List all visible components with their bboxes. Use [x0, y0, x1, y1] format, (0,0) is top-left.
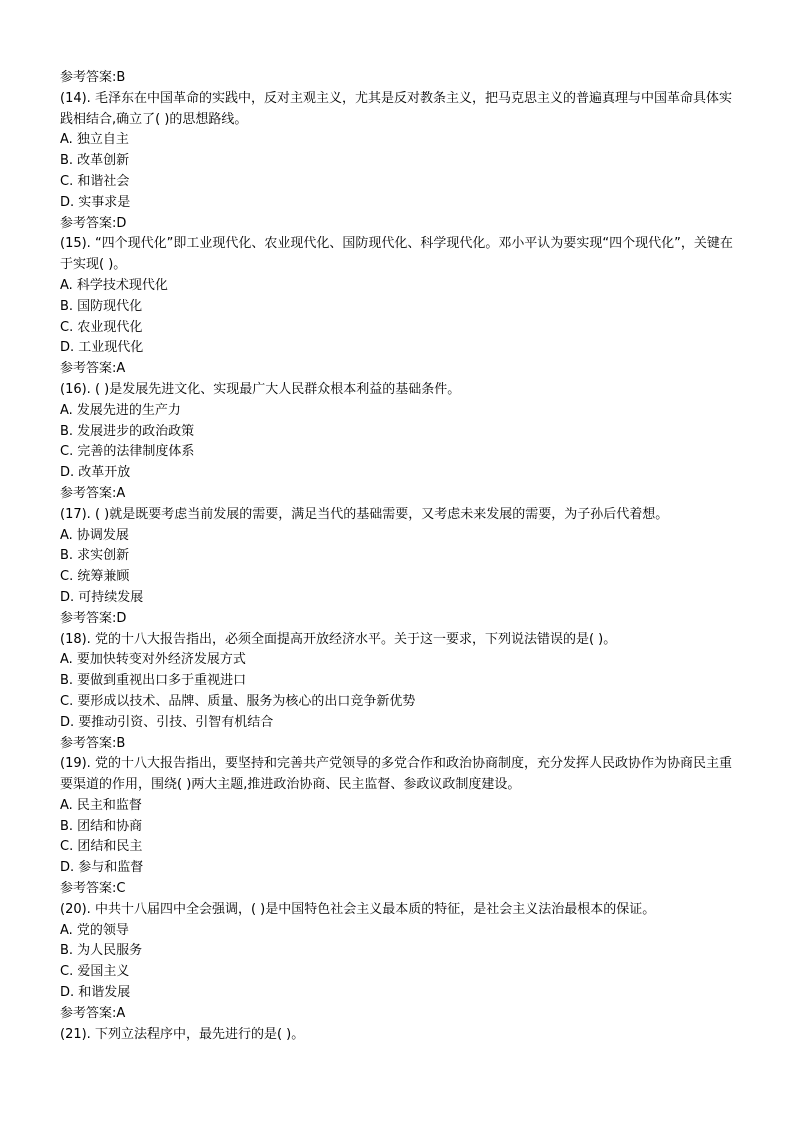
question-block: [60, 380, 740, 505]
question-text: (20). 中共十八届四中全会强调，( )是中国特色社会主义最本质的特征，是社会主义法治最根本的保证。: [60, 901, 656, 917]
option-d: D. 改革开放: [60, 465, 131, 481]
answer-key: 参考答案:A: [60, 361, 126, 377]
answer-key: 参考答案:D: [60, 610, 127, 626]
option-b: B. 国防现代化: [60, 298, 143, 314]
question-block: [60, 630, 740, 755]
option-c: C. 爱国主义: [60, 964, 130, 980]
option-c: C. 团结和民主: [60, 839, 143, 855]
option-b: B. 团结和协商: [60, 818, 143, 834]
option-c: C. 完善的法律制度体系: [60, 444, 195, 460]
question-block: [60, 1025, 740, 1046]
option-a: A. 党的领导: [60, 922, 129, 938]
option-c: C. 统筹兼顾: [60, 569, 130, 585]
question-text: (17). ( )就是既要考虑当前发展的需要，满足当代的基础需要，又考虑未来发展的需要，为子孙后代着想。: [60, 506, 669, 522]
question-list: [60, 89, 740, 1046]
option-a: A. 独立自主: [60, 132, 129, 148]
question-text: (18). 党的十八大报告指出，必须全面提高开放经济水平。关于这一要求，下列说法错误的是( )。: [60, 631, 617, 647]
document-page: [60, 68, 740, 1045]
question-block: [60, 505, 740, 630]
option-b: B. 发展进步的政治政策: [60, 423, 195, 439]
option-b: B. 为人民服务: [60, 943, 143, 959]
option-d: D. 和谐发展: [60, 985, 131, 1001]
option-c: C. 要形成以技术、品牌、质量、服务为核心的出口竞争新优势: [60, 693, 416, 709]
option-c: C. 农业现代化: [60, 319, 143, 335]
option-a: A. 民主和监督: [60, 797, 142, 813]
option-b: B. 改革创新: [60, 153, 130, 169]
option-a: A. 发展先进的生产力: [60, 402, 181, 418]
answer-key: 参考答案:A: [60, 485, 126, 501]
question-block: [60, 89, 740, 235]
question-text: (21). 下列立法程序中，最先进行的是( )。: [60, 1026, 305, 1042]
option-d: D. 参与和监督: [60, 860, 144, 876]
question-block: [60, 754, 740, 900]
option-d: D. 工业现代化: [60, 340, 144, 356]
option-d: D. 可持续发展: [60, 589, 144, 605]
option-a: A. 协调发展: [60, 527, 129, 543]
question-block: [60, 234, 740, 380]
option-b: B. 要做到重视出口多于重视进口: [60, 673, 247, 689]
question-text: (14). 毛泽东在中国革命的实践中，反对主观主义，尤其是反对教条主义，把马克思主义的普遍真理与中国革命具体实践相结合,确立了( )的思想路线。: [60, 90, 732, 127]
question-text: (19). 党的十八大报告指出，要坚持和完善共产党领导的多党合作和政治协商制度，充分发挥人民政协作为协商民主重要渠道的作用，围绕( )两大主题,推进政治协商、民主监督、参政议政制度建设。: [60, 756, 732, 793]
question-text: (16). ( )是发展先进文化、实现最广大人民群众根本利益的基础条件。: [60, 381, 461, 397]
answer-key: 参考答案:B: [60, 735, 126, 751]
previous-answer: 参考答案:B: [60, 70, 126, 85]
option-c: C. 和谐社会: [60, 173, 130, 189]
option-a: A. 要加快转变对外经济发展方式: [60, 652, 246, 668]
option-b: B. 求实创新: [60, 548, 130, 564]
answer-key: 参考答案:C: [60, 881, 126, 897]
question-text: (15). “四个现代化”即工业现代化、农业现代化、国防现代化、科学现代化。邓小平认为要实现“四个现代化”，关键在于实现( )。: [60, 236, 733, 273]
answer-key: 参考答案:A: [60, 1005, 126, 1021]
answer-key: 参考答案:D: [60, 215, 127, 231]
option-a: A. 科学技术现代化: [60, 277, 168, 293]
question-block: [60, 900, 740, 1025]
option-d: D. 要推动引资、引技、引智有机结合: [60, 714, 274, 730]
option-d: D. 实事求是: [60, 194, 131, 210]
